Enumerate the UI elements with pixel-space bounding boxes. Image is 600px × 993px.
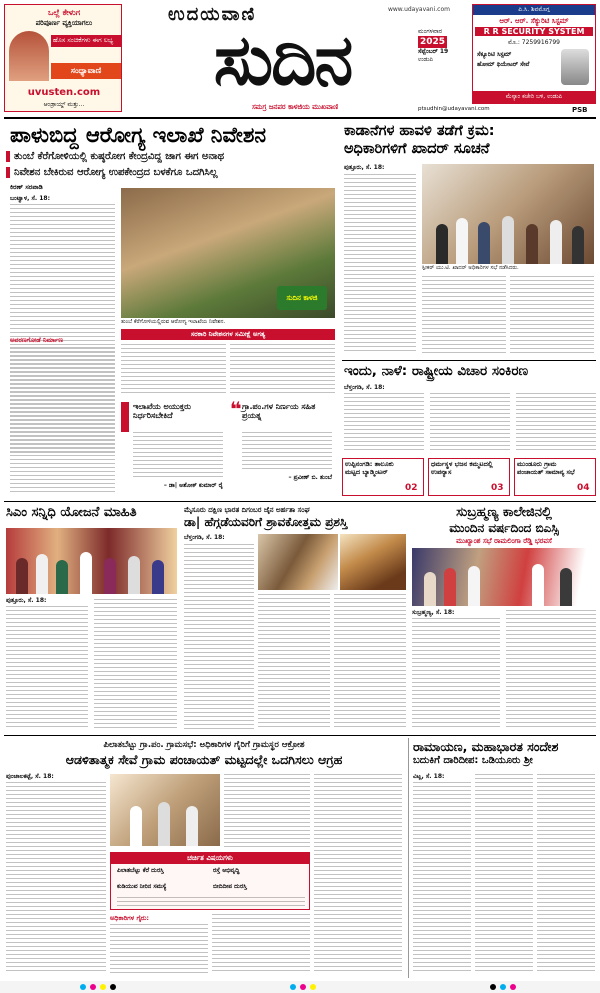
story-elephant-body-col1 — [344, 174, 416, 354]
story-hospital-body-col2 — [121, 344, 226, 396]
ad-left[interactable] — [4, 4, 122, 112]
ad-right-top: ಪಿ.ಸಿ. ಶಿವಮೊಗ್ಗ — [473, 5, 595, 15]
story-gramasabha-col5 — [212, 914, 310, 974]
topics-box — [110, 852, 310, 910]
story-hospital-sub2: ನಿವೇಶನ ಬೇಕಿರುವ ಆರೋಗ್ಯ ಉಪಕೇಂದ್ರದ ಬಳಕೆಗೂ ಒದಗಿಸಿಲ್ಲ — [6, 167, 336, 178]
topics-item-3: ಕುಡಿಯುವ ನೀರಿನ ಸಮಸ್ಯೆ — [117, 883, 167, 890]
story-hospital-photo — [121, 188, 335, 318]
story-ramayana-dateline: ವಿಟ್ಲ, ಸೆ. 18: — [413, 773, 445, 780]
story-seminar — [342, 360, 596, 456]
masthead-rule — [4, 117, 596, 119]
ad-right-name-en: R R SECURITY SYSTEM — [475, 27, 593, 36]
story-elephant — [342, 122, 596, 356]
section-rule-1 — [4, 501, 596, 502]
story-hospital — [4, 122, 339, 498]
ad-right-name-kn: ಆರ್. ಆರ್. ಸೆಕ್ಯುರಿಟಿ ಸಿಸ್ಟಮ್ — [499, 17, 569, 25]
quote-icon-1 — [121, 402, 129, 432]
story-college-col1 — [412, 618, 500, 730]
story-elephant-body-col3 — [510, 276, 594, 354]
story-hegde-col1 — [184, 544, 254, 730]
story-hegde-photo-2 — [340, 534, 406, 590]
story-hospital-subhead-left: ಅವರಣಗೋಡೆ ನಿರ್ಮಾಣ — [10, 336, 64, 344]
story-cm-col2 — [94, 599, 177, 730]
teaser-3-page: 04 — [577, 483, 590, 493]
publisher-small: ಉದಯವಾಣಿ — [168, 4, 257, 25]
teaser-strip — [342, 458, 596, 498]
story-gramasabha-headline: ಆಡಳಿತಾತ್ಮಕ ಸೇವೆ ಗ್ರಾಮ ಪಂಚಾಯತ್ ಮಟ್ಟದಲ್ಲೇ ಒದಗಿಸಲು ಆಗ್ರಹ — [65, 752, 343, 767]
story-gramasabha-col1 — [6, 782, 106, 974]
quote-box-2 — [230, 397, 335, 494]
section-rule-2 — [4, 735, 596, 736]
story-seminar-headline: ಇಂದು, ನಾಳೆ: ರಾಷ್ಟ್ರೀಯ ವಿಚಾರ ಸಂಕಿರಣ — [344, 363, 529, 379]
reg-dot-3 — [100, 984, 106, 990]
story-seminar-col1 — [344, 393, 424, 453]
story-ramayana-headline2: ಬದುಕಿಗೆ ದಾರಿದೀಪ: ಒಡಿಯೂರು ಶ್ರೀ — [413, 755, 533, 766]
story-seminar-col3 — [516, 393, 596, 453]
ad-right-line1: ಸೆಕ್ಯೂರಿಟಿ ಸಿಸ್ಟಮ್ — [477, 51, 512, 58]
teaser-3-title: ಮುಂಡೂರು ಗ್ರಾಮ ಪಂಚಾಯತ್ ಸಾಮಾನ್ಯ ಸಭೆ — [517, 460, 575, 476]
story-hegde-headline: ಡಾ| ಹೆಗ್ಗಡೆಯವರಿಗೆ ಶ್ರಾವಕೋತ್ತಮ ಪ್ರಶಸ್ತಿ — [184, 515, 348, 529]
story-college — [410, 504, 596, 732]
story-ramayana — [408, 738, 596, 978]
story-college-photo — [412, 548, 596, 606]
story-college-headline: ಸುಬ್ರಹ್ಮಣ್ಯ ಕಾಲೇಜಿನಲ್ಲಿ — [456, 505, 552, 520]
story-hegde-photo-1 — [258, 534, 338, 590]
story-hegde — [182, 504, 407, 732]
story-ramayana-col1 — [413, 782, 471, 974]
ad-right-line2: ಹೋಮ್ ಥಿಯೇಟರ್ ಸೇವೆ — [477, 61, 530, 68]
story-hospital-headline: ಪಾಳುಬಿದ್ದ ಆರೋಗ್ಯ ಇಲಾಖೆ ನಿವೇಶನ — [10, 123, 267, 147]
year: 2025 — [420, 37, 446, 48]
story-ramayana-col2 — [475, 774, 533, 974]
story-hospital-body-col3 — [230, 344, 335, 396]
story-hospital-photo-caption: ತುಂಬೆ ಕೆರೆಗೋಳಿಯಲ್ಲಿರುವ ಆರೋಗ್ಯ ಇಲಾಖೆಯ ನಿವೇಶನ. — [121, 319, 226, 325]
date: ಸೆಪ್ಟೆಂಬರ್ 19 — [418, 48, 449, 56]
quote-box-1 — [121, 402, 226, 494]
website[interactable]: www.udayavani.com — [387, 6, 450, 13]
story-college-dateline: ಸುಬ್ರಹ್ಮಣ್ಯ, ಸೆ. 18: — [412, 609, 455, 616]
reg-dot-1 — [80, 984, 86, 990]
ad-left-portrait — [9, 31, 49, 81]
story-cm-dateline: ಪುತ್ತೂರು, ಸೆ. 18: — [6, 597, 47, 604]
story-hegde-col3 — [334, 594, 406, 730]
ad-right[interactable] — [472, 4, 596, 104]
teaser-2-page: 03 — [491, 483, 504, 493]
reg-dot-4 — [110, 984, 116, 990]
reg-dot-2 — [90, 984, 96, 990]
story-gramasabha-col3 — [314, 774, 402, 974]
reg-dot-10 — [510, 984, 516, 990]
ad-left-brand: ಸಂಧ್ಯಾವಾಣಿ — [51, 63, 121, 79]
story-gramasabha-kicker: ಪಿಲಾತಬೆಟ್ಟು ಗ್ರಾ.ಪಂ. ಗ್ರಾಮಸಭೆ: ಅಧಿಕಾರಿಗಳ ಗೈರಿಗೆ ಗ್ರಾಮಸ್ಥರ ಆಕ್ರೋಶ — [103, 740, 305, 750]
story-hegde-dateline: ಬೆಳ್ತಂಗಡಿ, ಸೆ. 18: — [184, 534, 225, 541]
quote1-body — [133, 432, 223, 480]
story-elephant-dateline: ಪುತ್ತೂರು, ಸೆ. 18: — [344, 164, 385, 171]
ad-left-site-note: ಆಂಡ್ರಾಯ್ಡ್ ಮತ್ತು... — [43, 101, 85, 108]
story-college-headline2: ಮುಂದಿನ ವರ್ಷದಿಂದ ಬಿಎಸ್ಸಿ — [449, 521, 559, 535]
topics-box-title: ಚರ್ಚಿತ ವಿಷಯಗಳು — [111, 853, 309, 864]
story-hegde-kicker: ಮೈಸೂರು ದಕ್ಷಿಣ ಭಾರತ ದಿಗಂಬರ ಜೈನ ಅರ್ಹತಾ ಸಂಘ — [184, 506, 310, 514]
topics-item-2: ರಸ್ತೆ ಅಭಿವೃದ್ಧಿ — [213, 867, 240, 874]
date-block — [418, 28, 468, 103]
story-hospital-sub1: ತುಂಬೆ ಕೆರೆಗೋಳಿಯಲ್ಲಿ ಕುಷ್ಠರೋಗ ಕೇಂದ್ರವಿದ್ದ ಜಾಗ ಈಗ ಅನಾಥ — [6, 151, 336, 162]
story-hospital-body-col1b — [10, 347, 115, 492]
reg-dot-9 — [500, 984, 506, 990]
ad-left-line1: ಒಲ್ಲೆ ಕೇಳುಗ — [47, 8, 81, 17]
story-hospital-dateline: ಬಂಟ್ವಾಳ, ಸೆ. 18: — [10, 195, 51, 202]
teaser-1-title: ಉಪ್ಪಿನಂಗಡಿ: ತಾಲೂಕು ಮಟ್ಟದ ಬ್ಯಾಡ್ಮಿಂಟನ್ — [345, 460, 394, 476]
ad-left-line3: ಹೊಸ ಸಂಚಿಕೆಗಳು ಈಗ ಲಭ್ಯ — [51, 35, 121, 47]
story-elephant-headline2: ಅಧಿಕಾರಿಗಳಿಗೆ ಖಾದರ್ ಸೂಚನೆ — [344, 141, 490, 157]
ad-left-site[interactable]: uvusten.com — [27, 87, 101, 98]
teaser-3[interactable] — [514, 458, 596, 496]
masthead — [0, 0, 600, 118]
story-college-sub: ಮುಖ್ಯಾಂಶ ಸಭೆ ರಾಮಲಿಂಗಾ ರೆಡ್ಡಿ ಭರವಸೆ — [456, 537, 552, 545]
reg-dot-5 — [290, 984, 296, 990]
day: ಮಂಗಳವಾರ — [418, 28, 443, 35]
page-place: ಉಡುಪಿ — [418, 56, 434, 64]
reg-dot-8 — [490, 984, 496, 990]
quote1-by: – ಡಾ| ಅಶೋಕ್ ಕುಮಾರ್ ರೈ — [163, 482, 223, 489]
story-gramasabha-photo — [110, 774, 220, 846]
story-gramasabha-dateline: ಪುಂಜಾಲಕಟ್ಟೆ, ಸೆ. 18: — [6, 773, 54, 780]
ad-right-phone: ಮೊ.: 7259916799 — [508, 39, 560, 46]
story-gramasabha-col4 — [110, 924, 208, 974]
story-elephant-photo-caption: ಸ್ಪೀಕರ್ ಯು.ಟಿ. ಖಾದರ್ ಅಧಿಕಾರಿಗಳ ಸಭೆ ನಡೆಸಿದರು. — [422, 265, 519, 271]
teaser-1[interactable] — [342, 458, 424, 496]
story-cm-photo — [6, 528, 177, 594]
cctv-icon — [561, 49, 589, 85]
masthead-title: ಸುದಿನ — [213, 19, 352, 101]
quote2-by: – ಪ್ರವೀಣ್ ಬಿ. ತುಂಬೆ — [288, 474, 332, 481]
story-cm — [4, 504, 179, 732]
quote1-title: ಇಲಾಖೆಯ ಅಯುಕ್ತರು ನಿರ್ಧರಿಸಬೇಕಿದೆ — [133, 402, 191, 421]
quote2-title: ಗ್ರಾ.ಪಂ.ಗಳ ನಿರ್ಣಯ ಸಹಿತ ಪ್ರಯತ್ನ — [242, 402, 316, 421]
registration-marks — [0, 981, 600, 993]
story-ramayana-col3 — [537, 774, 595, 974]
reg-dot-7 — [310, 984, 316, 990]
story-hospital-subhead-mid: ಸರಕಾರಿ ನಿವೇಶನಗಳ ಸಮೀಕ್ಷೆ ಅಗತ್ಯ — [121, 329, 335, 340]
reg-dot-6 — [300, 984, 306, 990]
story-hospital-photo-tag: ಸುದಿನ ಕಾಳಜಿ — [277, 286, 327, 310]
story-ramayana-headline: ರಾಮಾಯಣ, ಮಹಾಭಾರತ ಸಂದೇಶ — [413, 739, 559, 754]
ad-left-line2: ಪರಿಪೂರ್ಣ ವ್ಯಕ್ತಿಯಾಗಲು — [35, 19, 93, 27]
story-cm-col1 — [6, 606, 88, 730]
topics-item-1: ಪಿಲಾತಬೆಟ್ಟು ಕೆರೆ ದುರಸ್ತಿ — [117, 867, 164, 874]
story-hospital-byline: ಕಿರಣ್ ಸರಪಾಡಿ — [10, 183, 43, 191]
teaser-2[interactable] — [428, 458, 510, 496]
quote-icon-2: ❝ — [230, 397, 242, 421]
story-cm-headline: ಸಿಎಂ ಸನ್ನಿಧಿ ಯೋಜನೆ ಮಾಹಿತಿ — [6, 505, 137, 520]
story-gramasabha-col2 — [224, 774, 310, 848]
topics-item-4: ಬೀದಿದೀಪ ದುರಸ್ತಿ — [213, 883, 247, 890]
story-hegde-col2 — [258, 594, 330, 730]
story-seminar-dateline: ಬೆಳ್ತಂಗಡಿ, ಸೆ. 18: — [344, 384, 385, 391]
teaser-1-page: 02 — [405, 483, 418, 493]
quote2-body — [242, 432, 332, 472]
ad-right-line3: ಮೆಸ್ಕಾಂ ಕಚೇರಿ ಬಳಿ, ಉಡುಪಿ — [473, 91, 595, 103]
edition-tag: PSB — [572, 106, 588, 114]
story-college-col2 — [506, 610, 596, 730]
story-elephant-photo — [422, 164, 594, 264]
masthead-tagline: ಸಮಗ್ರ ಜನಪರ ಕಾಳಜಿಯ ಮುಖವಾಣಿ — [251, 103, 339, 111]
story-elephant-body-col2 — [422, 276, 506, 354]
teaser-2-title: ಧರ್ಮಸ್ಥಳ ಭಜನ ಕಮ್ಮಟದಲ್ಲಿ ಉಪನ್ಯಾಸ — [431, 460, 493, 476]
story-elephant-headline: ಕಾಡಾನೆಗಳ ಹಾವಳಿ ತಡೆಗೆ ಕ್ರಮ: — [344, 123, 495, 139]
story-seminar-col2 — [430, 393, 510, 453]
email[interactable]: ptsudhin@udayavani.com — [418, 106, 490, 112]
story-gramasabha — [4, 738, 404, 978]
story-gramasabha-subhead: ಅಧಿಕಾರಿಗಳ ಗೈರು: — [110, 914, 150, 922]
